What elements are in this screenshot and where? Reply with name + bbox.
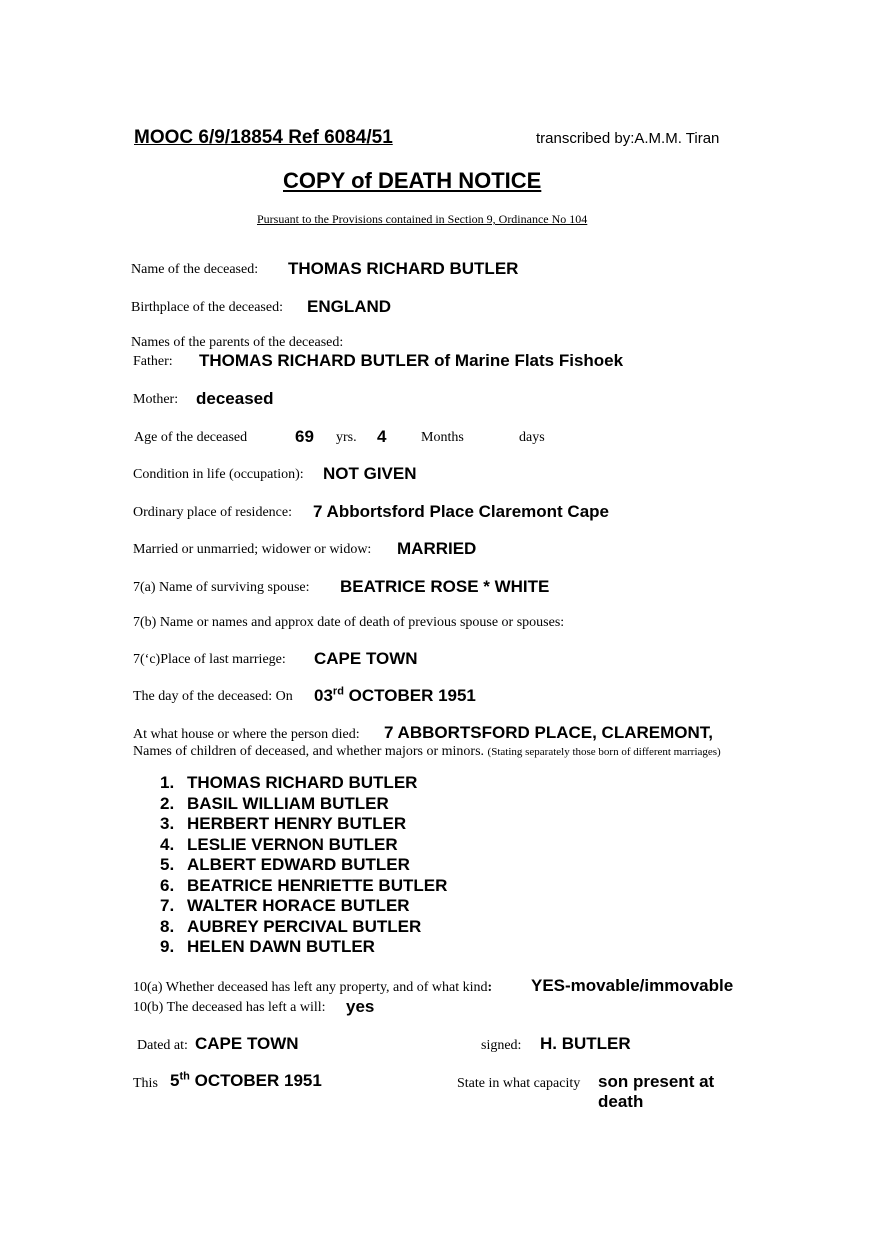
this-label: This bbox=[133, 1076, 158, 1091]
document-subtitle: Pursuant to the Provisions contained in Section 9, Ordinance No 104 bbox=[257, 212, 588, 226]
death-day-value: 03rd OCTOBER 1951 bbox=[314, 685, 476, 705]
children-list bbox=[160, 773, 447, 958]
child-name: ALBERT EDWARD BUTLER bbox=[187, 855, 410, 874]
signed-value: H. BUTLER bbox=[540, 1034, 631, 1053]
child-name: THOMAS RICHARD BUTLER bbox=[187, 773, 418, 792]
child-list-item bbox=[160, 814, 447, 835]
dated-value: CAPE TOWN bbox=[195, 1034, 299, 1053]
child-number: 2. bbox=[160, 793, 175, 813]
residence-value: 7 Abbortsford Place Claremont Cape bbox=[313, 502, 609, 521]
marriage-place-value: CAPE TOWN bbox=[314, 649, 418, 668]
child-list-item bbox=[160, 917, 447, 938]
age-yrs-label: yrs. bbox=[336, 430, 357, 445]
child-name: LESLIE VERNON BUTLER bbox=[187, 834, 398, 854]
property-value: YES-movable/immovable bbox=[531, 976, 734, 995]
child-number: 5. bbox=[160, 855, 175, 874]
child-list-item bbox=[160, 773, 447, 794]
name-label: Name of the deceased: bbox=[131, 262, 259, 277]
married-value: MARRIED bbox=[397, 539, 477, 558]
child-name: BASIL WILLIAM BUTLER bbox=[187, 793, 389, 813]
spouse-value: BEATRICE ROSE * WHITE bbox=[340, 577, 550, 596]
death-place-label: At what house or where the person died: bbox=[133, 727, 360, 742]
child-number: 3. bbox=[160, 814, 175, 833]
occupation-label: Condition in life (occupation): bbox=[133, 467, 304, 482]
name-value: THOMAS RICHARD BUTLER bbox=[288, 259, 519, 278]
occupation-value: NOT GIVEN bbox=[323, 464, 417, 483]
property-label: 10(a) Whether deceased has left any property, and of what kind: bbox=[133, 980, 493, 995]
child-number: 1. bbox=[160, 773, 175, 792]
dated-label: Dated at: bbox=[137, 1038, 188, 1053]
child-list-item bbox=[160, 855, 447, 876]
transcribed-by: transcribed by:A.M.M. Tiran bbox=[536, 130, 720, 147]
mother-value: deceased bbox=[196, 389, 274, 408]
previous-spouse-label: 7(b) Name or names and approx date of death of previous spouse or spouses: bbox=[133, 615, 565, 630]
this-date-value: 5th OCTOBER 1951 bbox=[170, 1070, 322, 1090]
child-name: AUBREY PERCIVAL BUTLER bbox=[187, 916, 422, 936]
capacity-label: State in what capacity bbox=[457, 1076, 581, 1091]
child-list-item bbox=[160, 835, 447, 856]
document-title: COPY of DEATH NOTICE bbox=[283, 168, 542, 193]
spouse-label: 7(a) Name of surviving spouse: bbox=[133, 580, 310, 595]
birthplace-value: ENGLAND bbox=[307, 297, 392, 316]
child-list-item bbox=[160, 896, 447, 917]
child-number: 7. bbox=[160, 896, 175, 915]
document-reference: MOOC 6/9/18854 Ref 6084/51 bbox=[134, 127, 393, 148]
child-name: WALTER HORACE BUTLER bbox=[187, 896, 410, 915]
child-name: HELEN DAWN BUTLER bbox=[187, 937, 375, 956]
will-value: yes bbox=[346, 997, 375, 1016]
capacity-value: son present at death bbox=[598, 1072, 715, 1111]
children-label: Names of children of deceased, and whether majors or minors. (Stating separately those born of different marriages) bbox=[133, 744, 721, 759]
age-months-label: Months bbox=[421, 430, 464, 445]
child-number: 4. bbox=[160, 834, 175, 854]
residence-label: Ordinary place of residence: bbox=[133, 505, 292, 520]
will-label: 10(b) The deceased has left a will: bbox=[133, 1000, 326, 1015]
death-place-value: 7 ABBORTSFORD PLACE, CLAREMONT, bbox=[384, 723, 713, 742]
child-number: 9. bbox=[160, 937, 175, 956]
father-label: Father: bbox=[133, 354, 173, 369]
father-value: THOMAS RICHARD BUTLER of Marine Flats Fishoek bbox=[199, 351, 624, 370]
death-day-label: The day of the deceased: On bbox=[133, 689, 293, 704]
child-list-item bbox=[160, 794, 447, 815]
child-name: BEATRICE HENRIETTE BUTLER bbox=[187, 875, 448, 895]
signed-label: signed: bbox=[481, 1038, 522, 1053]
age-days-label: days bbox=[519, 430, 545, 445]
child-number: 8. bbox=[160, 916, 175, 936]
child-name: HERBERT HENRY BUTLER bbox=[187, 814, 407, 833]
age-label: Age of the deceased bbox=[134, 430, 248, 445]
child-list-item bbox=[160, 937, 447, 958]
married-label: Married or unmarried; widower or widow: bbox=[133, 542, 372, 557]
mother-label: Mother: bbox=[133, 392, 179, 407]
child-number: 6. bbox=[160, 875, 175, 895]
age-months: 4 bbox=[377, 427, 387, 446]
birthplace-label: Birthplace of the deceased: bbox=[131, 300, 283, 315]
marriage-place-label: 7(‘c)Place of last marriege: bbox=[133, 652, 286, 667]
age-years: 69 bbox=[295, 427, 314, 446]
parents-label: Names of the parents of the deceased: bbox=[131, 335, 344, 350]
child-list-item bbox=[160, 876, 447, 897]
